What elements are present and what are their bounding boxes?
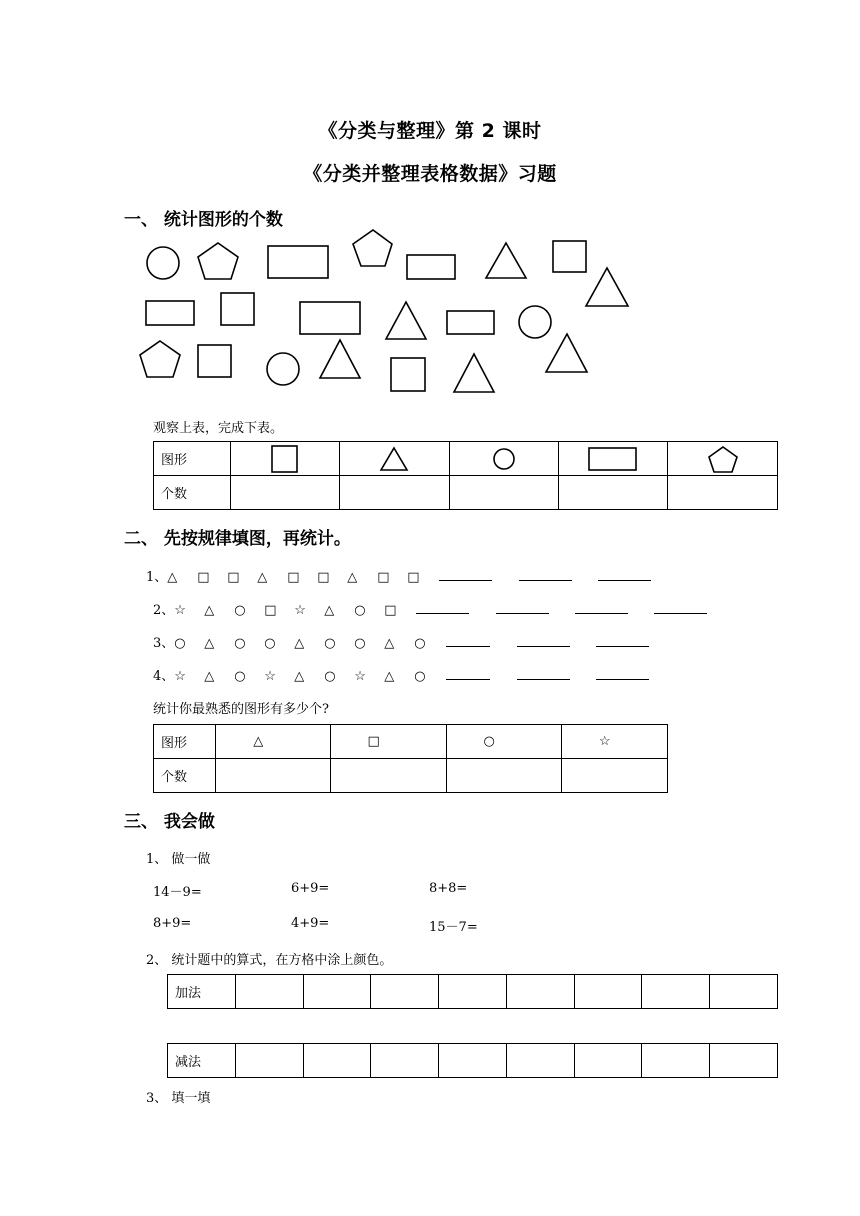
square-shape (198, 345, 231, 377)
color-cell[interactable] (235, 975, 303, 1009)
count-cell[interactable] (562, 759, 668, 793)
count-cell[interactable] (668, 476, 778, 510)
color-cell[interactable] (506, 1044, 574, 1078)
equation: 6+9= (291, 881, 330, 896)
addition-label: 加法 (168, 975, 236, 1009)
answer-blank[interactable] (596, 666, 649, 680)
square-shape (553, 241, 586, 272)
color-cell[interactable] (303, 1044, 371, 1078)
subtraction-grid (167, 1043, 778, 1078)
section2-heading: 二、 先按规律填图，再统计。 (124, 529, 351, 549)
equation: 8+8= (429, 881, 468, 896)
rectangle-shape (146, 301, 194, 325)
answer-blank[interactable] (654, 600, 707, 614)
section3-heading: 三、 我会做 (124, 812, 215, 832)
count-cell[interactable] (331, 759, 447, 793)
triangle-shape (386, 302, 426, 339)
rectangle-shape (268, 246, 328, 278)
answer-blank[interactable] (519, 567, 572, 581)
symbol-cell: △ (216, 725, 331, 759)
circle-shape (519, 306, 551, 338)
color-cell[interactable] (371, 1044, 439, 1078)
answer-blank[interactable] (596, 633, 649, 647)
table-row-label: 图形 (154, 442, 231, 476)
section1-instruction: 观察上表，完成下表。 (153, 421, 284, 436)
favorite-shape-table (153, 724, 668, 793)
triangle-shape (454, 354, 494, 392)
color-cell[interactable] (235, 1044, 303, 1078)
answer-blank[interactable] (517, 666, 570, 680)
color-cell[interactable] (642, 1044, 710, 1078)
pentagon-shape (198, 243, 238, 279)
count-cell[interactable] (216, 759, 331, 793)
question-2-label: 2、 统计题中的算式，在方格中涂上颜色。 (146, 953, 393, 968)
equation: 4+9= (291, 916, 330, 931)
document-title: 《分类与整理》第 2 课时 (318, 120, 542, 142)
symbol-cell: □ (331, 725, 447, 759)
answer-blank[interactable] (439, 567, 492, 581)
count-cell[interactable] (230, 476, 339, 510)
square-icon (270, 444, 300, 474)
color-cell[interactable] (574, 975, 642, 1009)
answer-blank[interactable] (446, 666, 490, 680)
equation: 14－9= (153, 885, 202, 900)
color-cell[interactable] (439, 1044, 507, 1078)
equation: 15－7= (429, 920, 478, 935)
rectangle-icon (587, 445, 639, 473)
answer-blank[interactable] (496, 600, 549, 614)
circle-shape (147, 247, 179, 279)
question-3-label: 3、 填一填 (146, 1091, 211, 1106)
color-cell[interactable] (371, 975, 439, 1009)
count-cell[interactable] (446, 759, 561, 793)
triangle-icon (379, 445, 409, 473)
triangle-shape (586, 268, 628, 306)
square-shape (221, 293, 254, 325)
answer-blank[interactable] (598, 567, 651, 581)
section1-heading: 一、 统计图形的个数 (124, 210, 283, 230)
pentagon-icon (706, 444, 740, 474)
color-cell[interactable] (710, 1044, 778, 1078)
color-cell[interactable] (303, 975, 371, 1009)
triangle-shape (486, 243, 526, 278)
shapes-figure (0, 0, 860, 400)
shape-count-table (153, 441, 778, 510)
rectangle-shape (407, 255, 455, 279)
symbol-cell: ☆ (562, 725, 668, 759)
subtraction-label: 减法 (168, 1044, 236, 1078)
rectangle-shape (300, 302, 360, 334)
addition-grid (167, 974, 778, 1009)
pattern-row-2: 2、☆ △ ○ □ ☆ △ ○ □ (153, 599, 707, 618)
pattern-row-4: 4、☆ △ ○ ☆ △ ○ ☆ △ ○ (153, 665, 649, 684)
color-cell[interactable] (506, 975, 574, 1009)
pattern-row-1: 1、△ □ □ △ □ □ △ □ □ (146, 566, 651, 585)
rectangle-shape (447, 311, 494, 334)
count-cell[interactable] (340, 476, 449, 510)
table-row-label: 个数 (154, 759, 216, 793)
circle-icon (491, 446, 517, 472)
color-cell[interactable] (574, 1044, 642, 1078)
table-row-label: 个数 (154, 476, 231, 510)
pentagon-shape (140, 341, 180, 377)
pentagon-shape (353, 230, 392, 266)
color-cell[interactable] (642, 975, 710, 1009)
table-row-label: 图形 (154, 725, 216, 759)
triangle-shape (546, 334, 587, 372)
square-shape (391, 358, 425, 391)
answer-blank[interactable] (575, 600, 628, 614)
count-cell[interactable] (558, 476, 667, 510)
question-1-label: 1、 做一做 (146, 852, 211, 867)
circle-shape (267, 353, 299, 385)
answer-blank[interactable] (446, 633, 490, 647)
triangle-shape (320, 340, 360, 378)
count-cell[interactable] (449, 476, 558, 510)
equation: 8+9= (153, 916, 192, 931)
pattern-row-3: 3、○ △ ○ ○ △ ○ ○ △ ○ (153, 632, 649, 651)
symbol-cell: ○ (446, 725, 561, 759)
answer-blank[interactable] (517, 633, 570, 647)
section2-question: 统计你最熟悉的图形有多少个? (153, 702, 329, 717)
color-cell[interactable] (710, 975, 778, 1009)
document-subtitle: 《分类并整理表格数据》习题 (303, 163, 557, 185)
color-cell[interactable] (439, 975, 507, 1009)
answer-blank[interactable] (416, 600, 469, 614)
